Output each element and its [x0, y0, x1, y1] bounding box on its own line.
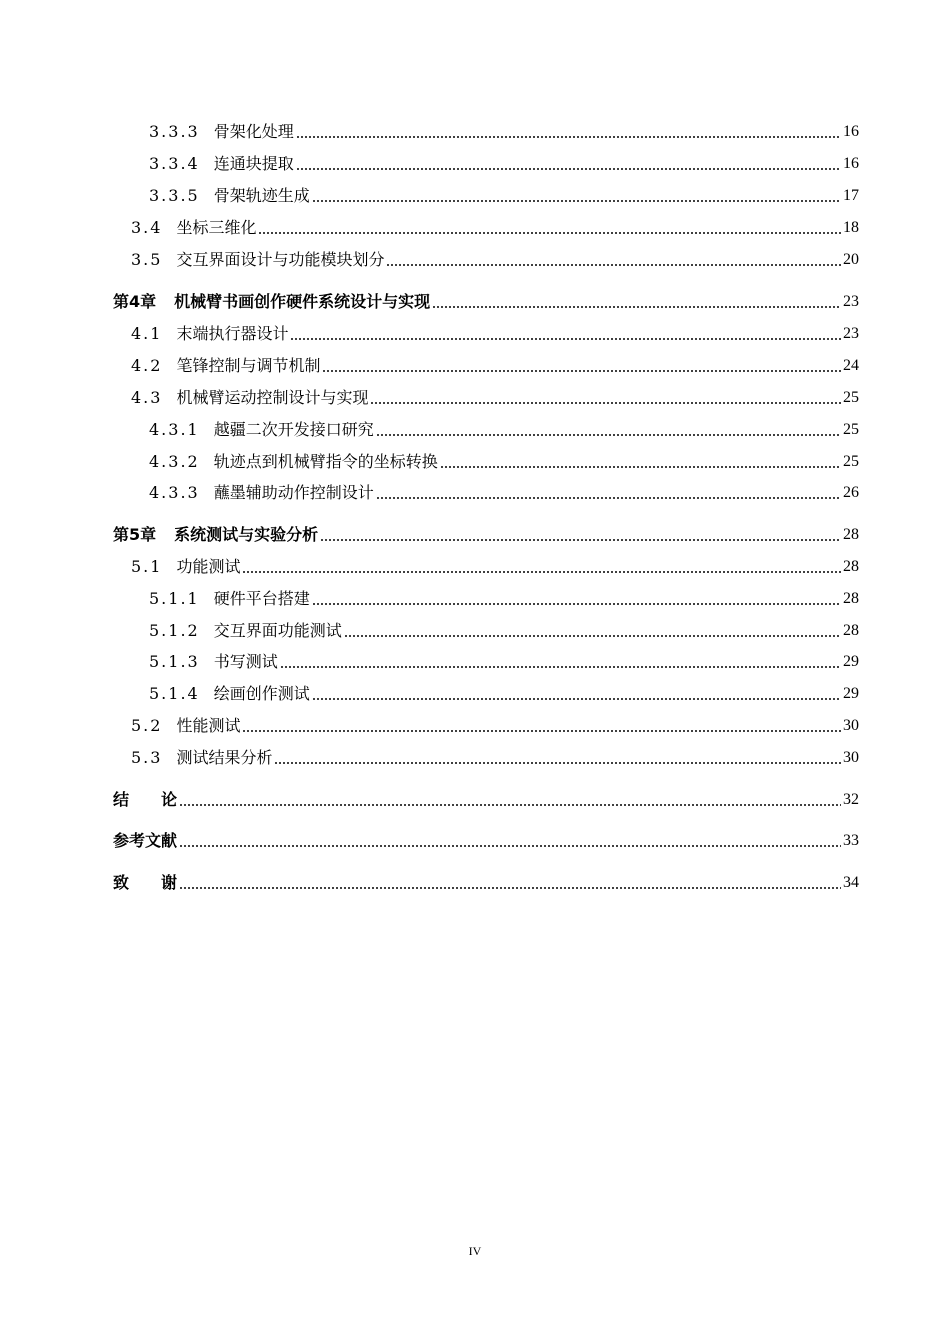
toc-entry-title: 坐标三维化	[176, 218, 257, 237]
toc-entry-page: 24	[843, 357, 859, 374]
toc-entry-number: 5.3	[131, 748, 163, 767]
toc-entry-page: 28	[843, 526, 859, 543]
toc-chapter-title: 致 谢	[113, 873, 178, 892]
toc-chapter-number: 第4章	[113, 292, 157, 311]
toc-entry-number: 5.1.1	[149, 589, 200, 608]
toc-references-entry[interactable]	[113, 827, 859, 851]
toc-entry-page: 18	[843, 219, 859, 236]
toc-entry-number: 5.1	[131, 557, 163, 576]
toc-entry[interactable]	[113, 479, 859, 503]
page-number: IV	[468, 1244, 482, 1258]
toc-entry[interactable]	[113, 617, 859, 641]
dot-leader	[258, 232, 841, 234]
toc-entry-page: 25	[843, 421, 859, 438]
dot-leader	[312, 698, 841, 700]
toc-entry-number: 5.2	[131, 716, 163, 735]
toc-entry-number: 4.1	[131, 324, 163, 343]
dot-leader	[312, 200, 841, 202]
dot-leader	[376, 434, 841, 436]
toc-entry-page: 20	[843, 251, 859, 268]
toc-entry[interactable]	[113, 553, 859, 577]
toc-entry-number: 5.1.3	[149, 652, 200, 671]
toc-entry-page: 17	[843, 187, 859, 204]
toc-entry[interactable]	[113, 416, 859, 440]
dot-leader	[179, 804, 841, 806]
toc-entry-number: 4.3.1	[149, 420, 200, 439]
toc-entry-number: 5.1.4	[149, 684, 200, 703]
dot-leader	[296, 168, 841, 170]
toc-entry-page: 33	[843, 832, 859, 849]
toc-entry-title: 测试结果分析	[176, 748, 273, 767]
toc-entry-page: 26	[843, 484, 859, 501]
toc-entry-number: 3.4	[131, 218, 163, 237]
dot-leader	[312, 603, 841, 605]
toc-entry[interactable]	[113, 320, 859, 344]
toc-entry-title: 功能测试	[176, 557, 241, 576]
toc-entry-title: 骨架轨迹生成	[213, 186, 310, 205]
toc-entry-number: 3.5	[131, 250, 163, 269]
dot-leader	[290, 338, 841, 340]
toc-entry-number: 3.3.5	[149, 186, 200, 205]
toc-entry-title: 轨迹点到机械臂指令的坐标转换	[213, 452, 438, 471]
toc-entry-number: 4.3.3	[149, 483, 200, 502]
toc-entry-page: 29	[843, 685, 859, 702]
toc-entry-number: 4.3.2	[149, 452, 200, 471]
toc-entry-title: 连通块提取	[213, 154, 294, 173]
toc-entry-number: 3.3.3	[149, 122, 200, 141]
toc-entry-page: 23	[843, 325, 859, 342]
toc-entry-page: 34	[843, 874, 859, 891]
toc-entry[interactable]	[113, 712, 859, 736]
toc-entry[interactable]	[113, 680, 859, 704]
toc-entry-title: 性能测试	[176, 716, 241, 735]
dot-leader	[376, 497, 841, 499]
toc-entry-number: 5.1.2	[149, 621, 200, 640]
dot-leader	[370, 402, 841, 404]
toc-acknowledgements-entry[interactable]	[113, 869, 859, 893]
dot-leader	[386, 264, 841, 266]
dot-leader	[242, 730, 841, 732]
toc-chapter-title: 结 论	[113, 790, 178, 809]
toc-entry[interactable]	[113, 352, 859, 376]
toc-entry-title: 末端执行器设计	[176, 324, 289, 343]
toc-entry-page: 30	[843, 717, 859, 734]
toc-entry-page: 29	[843, 653, 859, 670]
toc-entry-title: 硬件平台搭建	[213, 589, 310, 608]
toc-entry-number: 4.2	[131, 356, 163, 375]
dot-leader	[274, 762, 841, 764]
dot-leader	[432, 306, 841, 308]
toc-chapter-title: 参考文献	[113, 831, 178, 850]
toc-entry-number: 4.3	[131, 388, 163, 407]
dot-leader	[440, 466, 841, 468]
toc-entry-page: 32	[843, 791, 859, 808]
toc-entry[interactable]	[113, 744, 859, 768]
toc-entry-page: 25	[843, 389, 859, 406]
toc-entry[interactable]	[113, 384, 859, 408]
toc-entry[interactable]	[113, 150, 859, 174]
dot-leader	[179, 887, 841, 889]
dot-leader	[242, 571, 841, 573]
toc-chapter-entry[interactable]	[113, 521, 859, 545]
toc-entry-title: 书写测试	[213, 652, 278, 671]
toc-entry-title: 绘画创作测试	[213, 684, 310, 703]
toc-entry[interactable]	[113, 118, 859, 142]
toc-chapter-number: 第5章	[113, 525, 157, 544]
table-of-contents	[113, 0, 859, 1344]
toc-entry-title: 交互界面设计与功能模块划分	[176, 250, 385, 269]
toc-entry[interactable]	[113, 648, 859, 672]
toc-entry-page: 28	[843, 590, 859, 607]
toc-entry-title: 蘸墨辅助动作控制设计	[213, 483, 374, 502]
toc-entry[interactable]	[113, 214, 859, 238]
dot-leader	[179, 845, 841, 847]
toc-entry-page: 16	[843, 155, 859, 172]
toc-entry-title: 机械臂运动控制设计与实现	[176, 388, 369, 407]
toc-entry-page: 25	[843, 453, 859, 470]
dot-leader	[344, 635, 841, 637]
toc-entry-page: 30	[843, 749, 859, 766]
toc-chapter-title: 机械臂书画创作硬件系统设计与实现	[174, 292, 431, 311]
toc-chapter-title: 系统测试与实验分析	[174, 525, 319, 544]
toc-entry-title: 交互界面功能测试	[213, 621, 342, 640]
toc-entry[interactable]	[113, 182, 859, 206]
toc-entry-number: 3.3.4	[149, 154, 200, 173]
toc-entry-title: 笔锋控制与调节机制	[176, 356, 321, 375]
toc-chapter-entry[interactable]	[113, 288, 859, 312]
dot-leader	[280, 666, 841, 668]
toc-entry[interactable]	[113, 246, 859, 270]
toc-conclusion-entry[interactable]	[113, 786, 859, 810]
toc-entry-title: 骨架化处理	[213, 122, 294, 141]
dot-leader	[296, 136, 841, 138]
toc-entry-page: 28	[843, 558, 859, 575]
toc-entry-page: 23	[843, 293, 859, 310]
toc-entry-page: 28	[843, 622, 859, 639]
dot-leader	[320, 539, 841, 541]
dot-leader	[322, 370, 841, 372]
toc-entry[interactable]	[113, 448, 859, 472]
toc-entry-title: 越疆二次开发接口研究	[213, 420, 374, 439]
toc-entry[interactable]	[113, 585, 859, 609]
toc-entry-page: 16	[843, 123, 859, 140]
